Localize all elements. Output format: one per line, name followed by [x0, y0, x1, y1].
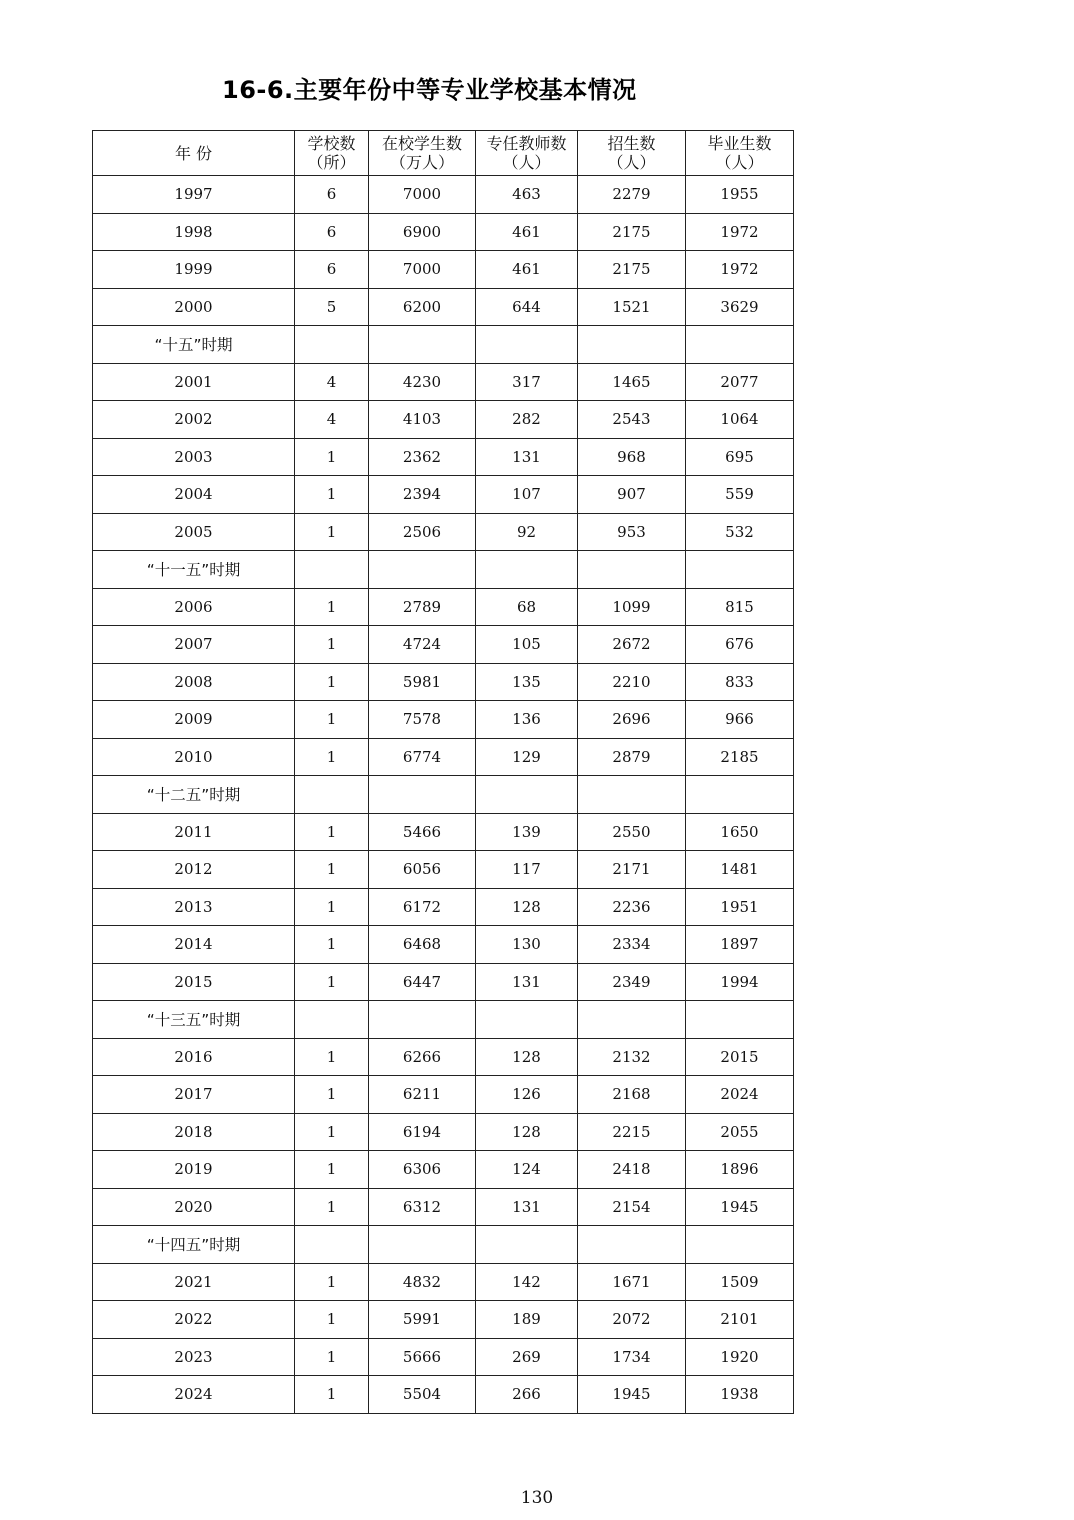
table-row — [93, 513, 794, 551]
period-label: “十二五”时期 — [93, 776, 295, 814]
page-number: 130 — [520, 1488, 554, 1508]
cell-graduates: 1897 — [686, 926, 794, 964]
header-row — [93, 131, 794, 176]
cell-students: 5991 — [369, 1301, 476, 1339]
cell-year: 1998 — [93, 213, 295, 251]
table-row — [93, 476, 794, 514]
empty-cell — [295, 326, 369, 364]
table-row — [93, 888, 794, 926]
cell-enrollment: 2175 — [578, 251, 686, 289]
cell-graduates: 1064 — [686, 401, 794, 439]
cell-graduates: 1481 — [686, 851, 794, 889]
table-row — [93, 1113, 794, 1151]
cell-year: 2022 — [93, 1301, 295, 1339]
cell-graduates: 1945 — [686, 1188, 794, 1226]
cell-year: 2013 — [93, 888, 295, 926]
cell-teachers: 117 — [476, 851, 578, 889]
cell-students: 6306 — [369, 1151, 476, 1189]
header-teachers: 专任教师数 （人） — [476, 131, 578, 176]
cell-schools: 1 — [295, 1263, 369, 1301]
cell-teachers: 269 — [476, 1338, 578, 1376]
header-year: 年 份 — [93, 131, 295, 176]
cell-schools: 6 — [295, 213, 369, 251]
cell-schools: 1 — [295, 1076, 369, 1114]
empty-cell — [476, 1226, 578, 1264]
cell-year: 2001 — [93, 363, 295, 401]
period-row — [93, 551, 794, 589]
period-row — [93, 776, 794, 814]
cell-enrollment: 2210 — [578, 663, 686, 701]
table-row — [93, 288, 794, 326]
cell-graduates: 1509 — [686, 1263, 794, 1301]
table-row — [93, 1076, 794, 1114]
cell-students: 6468 — [369, 926, 476, 964]
cell-students: 5466 — [369, 813, 476, 851]
cell-schools: 1 — [295, 438, 369, 476]
table-row — [93, 1151, 794, 1189]
cell-enrollment: 1521 — [578, 288, 686, 326]
cell-enrollment: 2879 — [578, 738, 686, 776]
cell-teachers: 126 — [476, 1076, 578, 1114]
cell-graduates: 966 — [686, 701, 794, 739]
period-row — [93, 1226, 794, 1264]
cell-teachers: 142 — [476, 1263, 578, 1301]
cell-teachers: 92 — [476, 513, 578, 551]
cell-enrollment: 907 — [578, 476, 686, 514]
cell-year: 2004 — [93, 476, 295, 514]
empty-cell — [686, 551, 794, 589]
header-enrollment: 招生数 （人） — [578, 131, 686, 176]
cell-year: 2017 — [93, 1076, 295, 1114]
cell-students: 6200 — [369, 288, 476, 326]
cell-schools: 1 — [295, 513, 369, 551]
cell-graduates: 1920 — [686, 1338, 794, 1376]
cell-students: 6900 — [369, 213, 476, 251]
cell-schools: 1 — [295, 1338, 369, 1376]
empty-cell — [295, 1001, 369, 1039]
empty-cell — [578, 551, 686, 589]
cell-schools: 1 — [295, 926, 369, 964]
empty-cell — [369, 326, 476, 364]
table-row — [93, 738, 794, 776]
period-label: “十四五”时期 — [93, 1226, 295, 1264]
cell-enrollment: 2279 — [578, 176, 686, 214]
cell-students: 6194 — [369, 1113, 476, 1151]
cell-enrollment: 2175 — [578, 213, 686, 251]
cell-teachers: 135 — [476, 663, 578, 701]
cell-schools: 1 — [295, 1038, 369, 1076]
cell-year: 2006 — [93, 588, 295, 626]
empty-cell — [295, 776, 369, 814]
cell-enrollment: 953 — [578, 513, 686, 551]
cell-year: 2020 — [93, 1188, 295, 1226]
cell-graduates: 1955 — [686, 176, 794, 214]
cell-schools: 5 — [295, 288, 369, 326]
cell-year: 2012 — [93, 851, 295, 889]
table-row — [93, 588, 794, 626]
cell-year: 2019 — [93, 1151, 295, 1189]
header-students: 在校学生数 （万人） — [369, 131, 476, 176]
cell-teachers: 266 — [476, 1376, 578, 1414]
cell-graduates: 1972 — [686, 213, 794, 251]
period-label: “十一五”时期 — [93, 551, 295, 589]
cell-enrollment: 1945 — [578, 1376, 686, 1414]
cell-schools: 4 — [295, 363, 369, 401]
cell-year: 2010 — [93, 738, 295, 776]
cell-enrollment: 2550 — [578, 813, 686, 851]
cell-schools: 1 — [295, 1151, 369, 1189]
cell-enrollment: 2215 — [578, 1113, 686, 1151]
cell-teachers: 105 — [476, 626, 578, 664]
table-row — [93, 1188, 794, 1226]
cell-teachers: 461 — [476, 213, 578, 251]
table-row — [93, 251, 794, 289]
cell-teachers: 131 — [476, 963, 578, 1001]
table-row — [93, 663, 794, 701]
empty-cell — [686, 776, 794, 814]
cell-year: 1997 — [93, 176, 295, 214]
cell-students: 2789 — [369, 588, 476, 626]
cell-enrollment: 2418 — [578, 1151, 686, 1189]
cell-schools: 4 — [295, 401, 369, 439]
cell-graduates: 559 — [686, 476, 794, 514]
empty-cell — [578, 1001, 686, 1039]
cell-students: 2362 — [369, 438, 476, 476]
table-row — [93, 1038, 794, 1076]
cell-students: 4103 — [369, 401, 476, 439]
cell-students: 7000 — [369, 176, 476, 214]
cell-students: 7000 — [369, 251, 476, 289]
statistics-table — [92, 130, 794, 1414]
cell-schools: 6 — [295, 176, 369, 214]
cell-year: 2021 — [93, 1263, 295, 1301]
cell-schools: 1 — [295, 851, 369, 889]
cell-graduates: 1994 — [686, 963, 794, 1001]
cell-graduates: 676 — [686, 626, 794, 664]
cell-teachers: 107 — [476, 476, 578, 514]
cell-teachers: 131 — [476, 438, 578, 476]
empty-cell — [686, 1001, 794, 1039]
cell-teachers: 124 — [476, 1151, 578, 1189]
table-row — [93, 1301, 794, 1339]
cell-students: 6447 — [369, 963, 476, 1001]
cell-students: 6774 — [369, 738, 476, 776]
empty-cell — [476, 1001, 578, 1039]
cell-schools: 6 — [295, 251, 369, 289]
cell-schools: 1 — [295, 813, 369, 851]
empty-cell — [369, 551, 476, 589]
table-row — [93, 626, 794, 664]
cell-graduates: 2077 — [686, 363, 794, 401]
cell-enrollment: 2072 — [578, 1301, 686, 1339]
cell-students: 4832 — [369, 1263, 476, 1301]
cell-schools: 1 — [295, 1301, 369, 1339]
table-row — [93, 401, 794, 439]
empty-cell — [476, 551, 578, 589]
empty-cell — [476, 326, 578, 364]
cell-year: 2008 — [93, 663, 295, 701]
cell-enrollment: 968 — [578, 438, 686, 476]
cell-year: 2009 — [93, 701, 295, 739]
empty-cell — [578, 776, 686, 814]
empty-cell — [369, 776, 476, 814]
empty-cell — [295, 551, 369, 589]
cell-schools: 1 — [295, 626, 369, 664]
cell-teachers: 317 — [476, 363, 578, 401]
cell-year: 2007 — [93, 626, 295, 664]
empty-cell — [295, 1226, 369, 1264]
table-row — [93, 701, 794, 739]
empty-cell — [369, 1001, 476, 1039]
table-row — [93, 176, 794, 214]
cell-teachers: 131 — [476, 1188, 578, 1226]
period-row — [93, 1001, 794, 1039]
cell-enrollment: 1099 — [578, 588, 686, 626]
cell-students: 2394 — [369, 476, 476, 514]
cell-students: 6312 — [369, 1188, 476, 1226]
cell-teachers: 129 — [476, 738, 578, 776]
table-row — [93, 438, 794, 476]
cell-enrollment: 1671 — [578, 1263, 686, 1301]
cell-schools: 1 — [295, 476, 369, 514]
cell-graduates: 1938 — [686, 1376, 794, 1414]
cell-students: 2506 — [369, 513, 476, 551]
cell-enrollment: 2132 — [578, 1038, 686, 1076]
cell-teachers: 139 — [476, 813, 578, 851]
cell-teachers: 189 — [476, 1301, 578, 1339]
empty-cell — [369, 1226, 476, 1264]
cell-year: 2024 — [93, 1376, 295, 1414]
cell-teachers: 463 — [476, 176, 578, 214]
table-title: 16-6.主要年份中等专业学校基本情况 — [222, 76, 637, 104]
cell-students: 5666 — [369, 1338, 476, 1376]
header-graduates: 毕业生数 （人） — [686, 131, 794, 176]
cell-teachers: 644 — [476, 288, 578, 326]
cell-teachers: 136 — [476, 701, 578, 739]
cell-students: 4724 — [369, 626, 476, 664]
cell-enrollment: 2168 — [578, 1076, 686, 1114]
cell-graduates: 1951 — [686, 888, 794, 926]
cell-year: 2005 — [93, 513, 295, 551]
table-body — [93, 176, 794, 1414]
cell-year: 2016 — [93, 1038, 295, 1076]
cell-year: 2023 — [93, 1338, 295, 1376]
cell-enrollment: 2171 — [578, 851, 686, 889]
cell-enrollment: 2672 — [578, 626, 686, 664]
period-label: “十五”时期 — [93, 326, 295, 364]
cell-students: 6056 — [369, 851, 476, 889]
cell-students: 6266 — [369, 1038, 476, 1076]
cell-enrollment: 2154 — [578, 1188, 686, 1226]
cell-schools: 1 — [295, 1376, 369, 1414]
empty-cell — [476, 776, 578, 814]
empty-cell — [686, 326, 794, 364]
cell-graduates: 2024 — [686, 1076, 794, 1114]
cell-students: 5981 — [369, 663, 476, 701]
table-row — [93, 813, 794, 851]
cell-graduates: 695 — [686, 438, 794, 476]
cell-year: 2014 — [93, 926, 295, 964]
cell-enrollment: 2543 — [578, 401, 686, 439]
cell-enrollment: 1465 — [578, 363, 686, 401]
cell-graduates: 2015 — [686, 1038, 794, 1076]
cell-year: 2000 — [93, 288, 295, 326]
cell-teachers: 68 — [476, 588, 578, 626]
cell-schools: 1 — [295, 888, 369, 926]
cell-students: 6211 — [369, 1076, 476, 1114]
cell-students: 4230 — [369, 363, 476, 401]
cell-graduates: 2101 — [686, 1301, 794, 1339]
cell-teachers: 128 — [476, 888, 578, 926]
cell-year: 1999 — [93, 251, 295, 289]
cell-graduates: 2185 — [686, 738, 794, 776]
cell-year: 2003 — [93, 438, 295, 476]
cell-graduates: 1650 — [686, 813, 794, 851]
period-row — [93, 326, 794, 364]
cell-schools: 1 — [295, 663, 369, 701]
cell-teachers: 130 — [476, 926, 578, 964]
cell-schools: 1 — [295, 738, 369, 776]
cell-teachers: 128 — [476, 1113, 578, 1151]
cell-graduates: 3629 — [686, 288, 794, 326]
cell-schools: 1 — [295, 588, 369, 626]
cell-graduates: 815 — [686, 588, 794, 626]
cell-schools: 1 — [295, 963, 369, 1001]
empty-cell — [578, 326, 686, 364]
cell-schools: 1 — [295, 1113, 369, 1151]
cell-enrollment: 1734 — [578, 1338, 686, 1376]
cell-graduates: 833 — [686, 663, 794, 701]
cell-schools: 1 — [295, 1188, 369, 1226]
cell-year: 2002 — [93, 401, 295, 439]
cell-graduates: 532 — [686, 513, 794, 551]
table-row — [93, 213, 794, 251]
empty-cell — [686, 1226, 794, 1264]
header-schools: 学校数 （所） — [295, 131, 369, 176]
cell-enrollment: 2696 — [578, 701, 686, 739]
cell-graduates: 1896 — [686, 1151, 794, 1189]
table-row — [93, 1263, 794, 1301]
cell-graduates: 1972 — [686, 251, 794, 289]
cell-enrollment: 2236 — [578, 888, 686, 926]
cell-graduates: 2055 — [686, 1113, 794, 1151]
cell-students: 5504 — [369, 1376, 476, 1414]
period-label: “十三五”时期 — [93, 1001, 295, 1039]
table-row — [93, 963, 794, 1001]
table-row — [93, 1338, 794, 1376]
table-row — [93, 363, 794, 401]
cell-year: 2018 — [93, 1113, 295, 1151]
table-row — [93, 926, 794, 964]
cell-enrollment: 2349 — [578, 963, 686, 1001]
cell-enrollment: 2334 — [578, 926, 686, 964]
cell-teachers: 282 — [476, 401, 578, 439]
cell-schools: 1 — [295, 701, 369, 739]
table-row — [93, 851, 794, 889]
cell-year: 2015 — [93, 963, 295, 1001]
table-row — [93, 1376, 794, 1414]
cell-year: 2011 — [93, 813, 295, 851]
cell-teachers: 461 — [476, 251, 578, 289]
empty-cell — [578, 1226, 686, 1264]
cell-teachers: 128 — [476, 1038, 578, 1076]
cell-students: 7578 — [369, 701, 476, 739]
cell-students: 6172 — [369, 888, 476, 926]
